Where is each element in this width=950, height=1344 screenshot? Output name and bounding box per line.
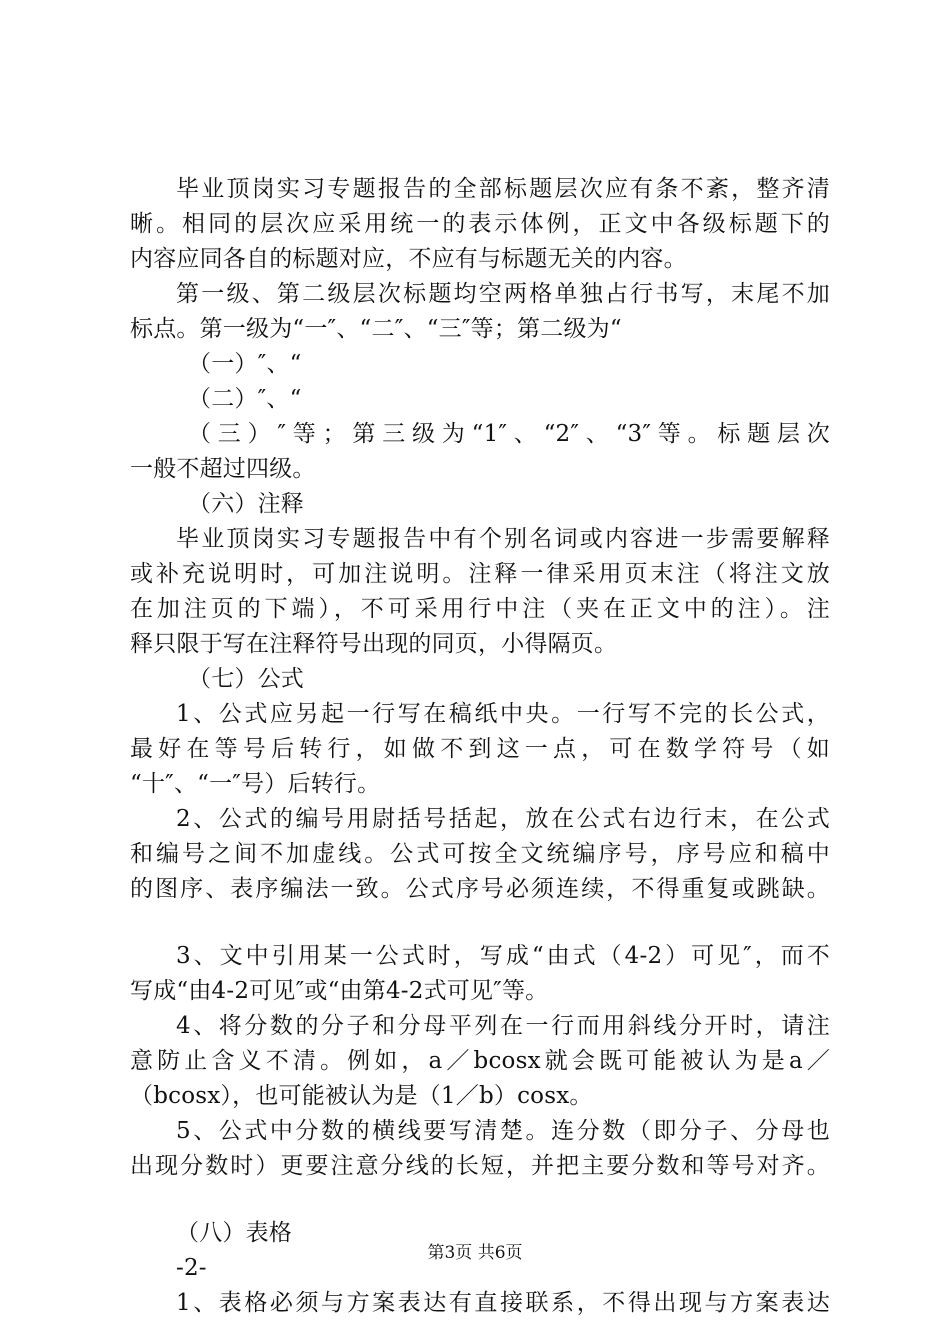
paragraph-line: 出现分数时）更要注意分线的长短，并把主要分数和等号对齐。 (130, 1153, 830, 1179)
paragraph-line: 3、文中引用某一公式时，写成“由式（4-2）可见″，而不 (176, 943, 830, 969)
paragraph-line: 晰。相同的层次应采用统一的表示体例，正文中各级标题下的 (130, 211, 830, 237)
paragraph-line: 毕业顶岗实习专题报告中有个别名词或内容进一步需要解释 (176, 526, 830, 552)
paragraph-line: 5、公式中分数的横线要写清楚。连分数（即分子、分母也 (176, 1118, 830, 1144)
paragraph-line: 在加注页的下端），不可采用行中注（夹在正文中的注）。注 (130, 596, 830, 622)
paragraph-line: 第一级、第二级层次标题均空两格单独占行书写，末尾不加 (176, 281, 830, 307)
document-body (130, 172, 830, 1321)
paragraph-line: 一般不超过四级。 (130, 456, 316, 482)
section-heading-formula: （七）公式 (188, 666, 304, 692)
paragraph-line: 内容应同各自的标题对应，不应有与标题无关的内容。 (130, 246, 687, 272)
paragraph-line: 标点。第一级为“一″、“二″、“三″等；第二级为“ (130, 316, 622, 342)
paragraph-line: 1、公式应另起一行写在稿纸中央。一行写不完的长公式， (176, 701, 830, 727)
paragraph-line: “十″、“一″号）后转行。 (130, 771, 381, 797)
page-footer: 第3页 共6页 (427, 1243, 523, 1263)
blank-line (130, 907, 830, 939)
paragraph-line: 和编号之间不加虚线。公式可按全文统编序号，序号应和稿中 (130, 841, 830, 867)
paragraph-line: 1、表格必须与方案表达有直接联系，不得出现与方案表达 (176, 1290, 830, 1316)
paragraph-line: 的图序、表序编法一致。公式序号必须连续，不得重复或跳缺。 (130, 876, 830, 902)
paragraph-line: 释只限于写在注释符号出现的同页，小得隔页。 (130, 631, 618, 657)
paragraph-line: 意防止含义不清。例如，a／bcosx就会既可能被认为是a／ (130, 1048, 830, 1074)
heading-line: （三）″等；第三级为“1″、“2″、“3″等。标题层次 (188, 421, 830, 447)
inline-page-number: -2- (176, 1255, 207, 1281)
paragraph-line: 4、将分数的分子和分母平列在一行而用斜线分开时，请注 (176, 1013, 830, 1039)
paragraph-line: 写成“由4-2可见″或“由第4-2式可见″等。 (130, 978, 549, 1004)
heading-line: （一）″、“ (188, 351, 302, 377)
section-heading-notes: （六）注释 (188, 491, 304, 517)
blank-line (130, 1184, 830, 1216)
paragraph-line: 毕业顶岗实习专题报告的全部标题层次应有条不紊，整齐清 (176, 176, 830, 202)
section-heading-table: （八）表格 (176, 1220, 292, 1246)
heading-line: （二）″、“ (188, 386, 302, 412)
paragraph-line: 最好在等号后转行，如做不到这一点，可在数学符号（如 (130, 736, 830, 762)
paragraph-line: （bcosx），也可能被认为是（1／b）cosx。 (130, 1083, 593, 1109)
paragraph-line: 或补充说明时，可加注说明。注释一律采用页末注（将注文放 (130, 561, 830, 587)
paragraph-line: 2、公式的编号用尉括号括起，放在公式右边行末，在公式 (176, 806, 830, 832)
